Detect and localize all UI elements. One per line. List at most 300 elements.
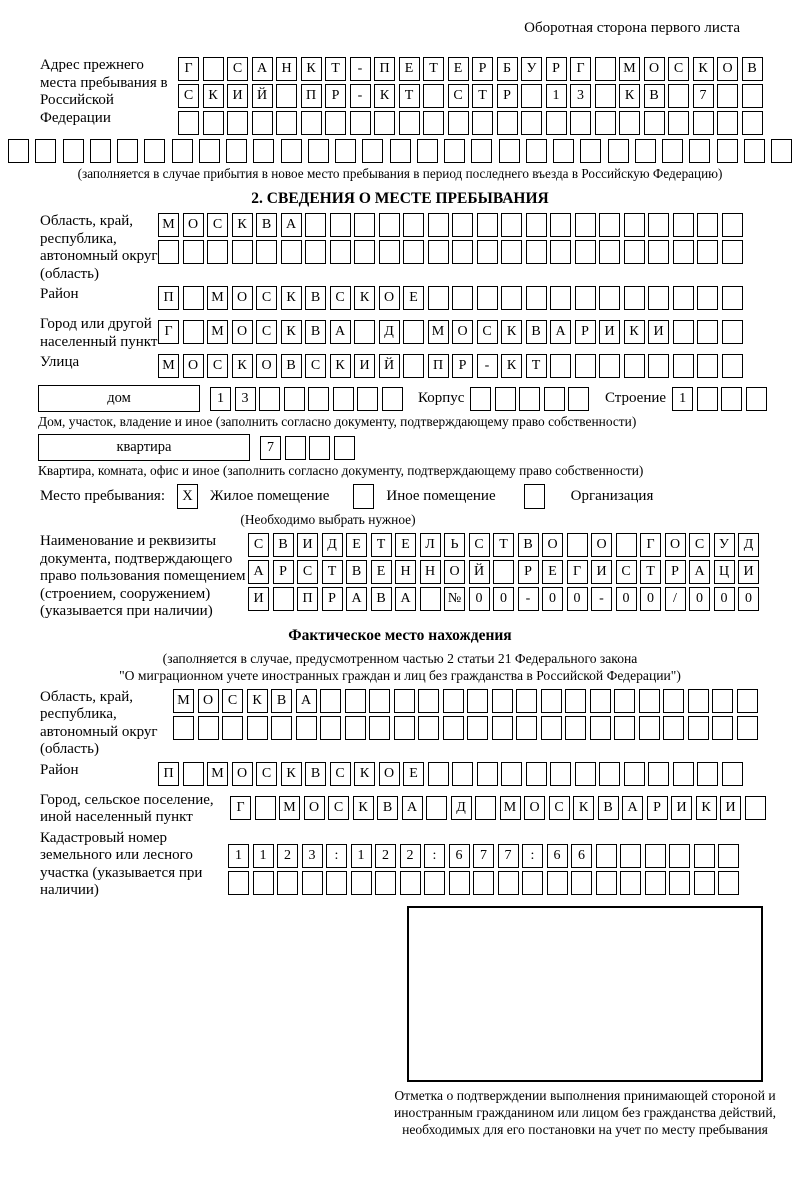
char-box: [423, 111, 444, 135]
char-box: [717, 84, 738, 108]
char-box: В: [518, 533, 539, 557]
char-box: С: [297, 560, 318, 584]
prev-address-rows: [178, 57, 766, 138]
char-box: [172, 139, 193, 163]
char-box: [426, 796, 447, 820]
char-box: К: [301, 57, 322, 81]
char-box: :: [326, 844, 347, 868]
char-box: О: [665, 533, 686, 557]
char-box: [599, 762, 620, 786]
char-box: [452, 240, 473, 264]
section2-street-label: Улица: [40, 354, 80, 370]
char-box: Е: [403, 286, 424, 310]
char-box: И: [671, 796, 692, 820]
char-box: [351, 871, 372, 895]
char-box: [737, 689, 758, 713]
char-box: [394, 716, 415, 740]
char-box: [247, 716, 268, 740]
char-box: С: [178, 84, 199, 108]
char-box: В: [305, 286, 326, 310]
char-box: В: [377, 796, 398, 820]
char-box: [721, 387, 742, 411]
char-box: [301, 111, 322, 135]
char-box: [599, 286, 620, 310]
char-box: А: [689, 560, 710, 584]
char-box: В: [281, 354, 302, 378]
cadastral-label: Кадастровый номер земельного или лесного участка (указывается при наличии): [40, 829, 203, 898]
char-box: [253, 871, 274, 895]
char-box: [722, 320, 743, 344]
char-box: [296, 716, 317, 740]
char-box: [492, 689, 513, 713]
char-box: [668, 111, 689, 135]
char-box: [599, 240, 620, 264]
char-box: [183, 320, 204, 344]
char-box: О: [183, 213, 204, 237]
char-box: [325, 111, 346, 135]
char-box: А: [252, 57, 273, 81]
char-box: Р: [518, 560, 539, 584]
char-box: В: [305, 320, 326, 344]
cadastral-row-1: [228, 844, 743, 868]
char-box: [403, 240, 424, 264]
char-box: Л: [420, 533, 441, 557]
char-box: [403, 354, 424, 378]
char-box: [452, 762, 473, 786]
char-box: Е: [448, 57, 469, 81]
char-box: [521, 111, 542, 135]
char-box: [199, 139, 220, 163]
char-box: [693, 111, 714, 135]
house-number-boxes: [210, 387, 406, 411]
char-box: М: [207, 286, 228, 310]
char-box: [614, 716, 635, 740]
char-box: [516, 689, 537, 713]
char-box: С: [256, 320, 277, 344]
char-box: [256, 240, 277, 264]
section3-district-label: Район: [40, 761, 79, 778]
char-box: [255, 796, 276, 820]
char-box: М: [279, 796, 300, 820]
char-box: [399, 111, 420, 135]
char-box: [697, 762, 718, 786]
char-box: [717, 111, 738, 135]
char-box: [495, 387, 516, 411]
char-box: [501, 213, 522, 237]
char-box: [565, 689, 586, 713]
korpus-boxes: [470, 387, 593, 411]
section2-region-block: [8, 213, 792, 283]
stay-option-other: Иное помещение: [386, 488, 496, 504]
char-box: К: [696, 796, 717, 820]
char-box: [717, 139, 738, 163]
char-box: М: [428, 320, 449, 344]
char-box: Т: [493, 533, 514, 557]
char-box: 0: [567, 587, 588, 611]
char-box: [499, 139, 520, 163]
char-box: [428, 213, 449, 237]
document-row-1: [248, 533, 763, 557]
section3-region-row-2: [173, 716, 761, 740]
char-box: [308, 139, 329, 163]
char-box: Б: [497, 57, 518, 81]
char-box: [624, 354, 645, 378]
char-box: [596, 871, 617, 895]
char-box: Й: [469, 560, 490, 584]
char-box: О: [183, 354, 204, 378]
char-box: [526, 240, 547, 264]
stroenie-label: Строение: [604, 390, 667, 406]
char-box: [737, 716, 758, 740]
char-box: Т: [472, 84, 493, 108]
char-box: 0: [469, 587, 490, 611]
char-box: [305, 213, 326, 237]
char-box: [644, 111, 665, 135]
char-box: О: [644, 57, 665, 81]
section3-city-block: [8, 792, 792, 827]
char-box: М: [207, 762, 228, 786]
char-box: П: [158, 762, 179, 786]
char-box: [590, 689, 611, 713]
char-box: [541, 716, 562, 740]
char-box: [467, 689, 488, 713]
section3-title: Фактическое место нахождения: [288, 626, 512, 644]
char-box: Р: [497, 84, 518, 108]
char-box: [648, 762, 669, 786]
char-box: [722, 762, 743, 786]
char-box: [302, 871, 323, 895]
char-box: О: [198, 689, 219, 713]
char-box: [521, 84, 542, 108]
char-box: И: [248, 587, 269, 611]
char-box: [590, 716, 611, 740]
char-box: [418, 689, 439, 713]
apartment-row: [38, 434, 792, 461]
char-box: [228, 871, 249, 895]
char-box: [394, 689, 415, 713]
char-box: Г: [158, 320, 179, 344]
char-box: Й: [252, 84, 273, 108]
char-box: [320, 716, 341, 740]
char-box: [550, 762, 571, 786]
char-box: В: [742, 57, 763, 81]
char-box: Ц: [714, 560, 735, 584]
section2-city-row: [158, 320, 746, 344]
house-row: [38, 385, 792, 412]
char-box: В: [273, 533, 294, 557]
stay-option-organization: Организация: [570, 488, 654, 504]
char-box: [203, 111, 224, 135]
char-box: [477, 213, 498, 237]
char-box: [580, 139, 601, 163]
char-box: [526, 139, 547, 163]
section2-district-block: [8, 286, 792, 313]
char-box: Т: [371, 533, 392, 557]
char-box: К: [501, 354, 522, 378]
char-box: 2: [400, 844, 421, 868]
char-box: Т: [423, 57, 444, 81]
document-rows: [248, 533, 763, 614]
char-box: К: [354, 286, 375, 310]
char-box: [624, 286, 645, 310]
section2-region-row-2: [158, 240, 746, 264]
char-box: М: [158, 213, 179, 237]
char-box: О: [717, 57, 738, 81]
char-box: А: [346, 587, 367, 611]
char-box: [546, 111, 567, 135]
char-box: [232, 240, 253, 264]
stay-label: Место пребывания:: [40, 488, 165, 504]
char-box: [276, 84, 297, 108]
char-box: [308, 387, 329, 411]
char-box: [369, 689, 390, 713]
char-box: [645, 844, 666, 868]
char-box: П: [374, 57, 395, 81]
stay-option-residential: Жилое помещение: [210, 488, 330, 504]
char-box: 7: [260, 436, 281, 460]
char-box: [375, 871, 396, 895]
char-box: [639, 716, 660, 740]
char-box: Й: [379, 354, 400, 378]
char-box: [400, 871, 421, 895]
char-box: 2: [277, 844, 298, 868]
char-box: Т: [399, 84, 420, 108]
char-box: [712, 689, 733, 713]
char-box: [624, 240, 645, 264]
char-box: [320, 689, 341, 713]
char-box: [252, 111, 273, 135]
char-box: [722, 240, 743, 264]
stamp-area: [394, 906, 776, 1138]
house-caption: Дом, участок, владение и иное (заполнить согласно документу, подтверждающему право собственности): [38, 414, 637, 429]
char-box: К: [693, 57, 714, 81]
char-box: Р: [575, 320, 596, 344]
char-box: С: [305, 354, 326, 378]
char-box: Р: [452, 354, 473, 378]
char-box: [284, 387, 305, 411]
char-box: [663, 689, 684, 713]
char-box: [443, 716, 464, 740]
char-box: [526, 213, 547, 237]
char-box: [354, 240, 375, 264]
prev-address-label: Адрес прежнего места пребывания в Российской Федерации: [40, 57, 168, 126]
char-box: В: [371, 587, 392, 611]
char-box: [648, 286, 669, 310]
char-box: [183, 286, 204, 310]
char-box: [697, 320, 718, 344]
char-box: [673, 213, 694, 237]
char-box: №: [444, 587, 465, 611]
char-box: [369, 716, 390, 740]
char-box: К: [353, 796, 374, 820]
char-box: [689, 139, 710, 163]
char-box: [648, 213, 669, 237]
char-box: 1: [253, 844, 274, 868]
char-box: [448, 111, 469, 135]
char-box: [203, 57, 224, 81]
char-box: С: [256, 762, 277, 786]
char-box: [362, 139, 383, 163]
char-box: [428, 240, 449, 264]
char-box: Н: [276, 57, 297, 81]
char-box: У: [521, 57, 542, 81]
char-box: [501, 240, 522, 264]
char-box: [428, 286, 449, 310]
char-box: 0: [738, 587, 759, 611]
char-box: 6: [449, 844, 470, 868]
char-box: К: [573, 796, 594, 820]
char-box: М: [158, 354, 179, 378]
apartment-boxes: [260, 436, 358, 460]
char-box: С: [227, 57, 248, 81]
char-box: [334, 436, 355, 460]
stay-checkbox-residential: X: [177, 484, 198, 509]
char-box: П: [301, 84, 322, 108]
char-box: [662, 139, 683, 163]
char-box: [595, 111, 616, 135]
char-box: 6: [547, 844, 568, 868]
char-box: [330, 240, 351, 264]
char-box: Р: [322, 587, 343, 611]
char-box: [259, 387, 280, 411]
char-box: С: [328, 796, 349, 820]
char-box: [639, 689, 660, 713]
apartment-caption: Квартира, комната, офис и иное (заполнить согласно документу, подтверждающему право собственности): [38, 463, 644, 478]
char-box: Е: [371, 560, 392, 584]
char-box: К: [281, 320, 302, 344]
char-box: [382, 387, 403, 411]
char-box: Г: [567, 560, 588, 584]
char-box: [90, 139, 111, 163]
char-box: [309, 436, 330, 460]
char-box: С: [207, 354, 228, 378]
char-box: М: [207, 320, 228, 344]
char-box: [688, 689, 709, 713]
char-box: [117, 139, 138, 163]
char-box: Р: [665, 560, 686, 584]
char-box: [452, 286, 473, 310]
char-box: Н: [395, 560, 416, 584]
char-box: О: [232, 762, 253, 786]
char-box: [345, 716, 366, 740]
char-box: [645, 871, 666, 895]
section3-caption-2: "О миграционном учете иностранных граждан и лиц без гражданства в Российской Федерации"): [119, 667, 681, 683]
char-box: О: [452, 320, 473, 344]
char-box: Ь: [444, 533, 465, 557]
char-box: 7: [473, 844, 494, 868]
char-box: Д: [322, 533, 343, 557]
section3-district-row: [158, 762, 746, 786]
char-box: [390, 139, 411, 163]
char-box: [379, 240, 400, 264]
char-box: С: [477, 320, 498, 344]
char-box: [285, 436, 306, 460]
section3-region-row-1: [173, 689, 761, 713]
char-box: [335, 139, 356, 163]
cadastral-rows: [228, 844, 743, 898]
char-box: -: [477, 354, 498, 378]
char-box: [722, 213, 743, 237]
char-box: [688, 716, 709, 740]
char-box: [620, 871, 641, 895]
char-box: [570, 111, 591, 135]
prev-address-row-3: [178, 111, 766, 135]
char-box: [428, 762, 449, 786]
char-box: А: [622, 796, 643, 820]
char-box: О: [232, 286, 253, 310]
char-box: [63, 139, 84, 163]
section2-region-row-1: [158, 213, 746, 237]
char-box: [477, 762, 498, 786]
char-box: А: [550, 320, 571, 344]
char-box: [8, 139, 29, 163]
char-box: Р: [472, 57, 493, 81]
char-box: К: [281, 286, 302, 310]
char-box: [403, 213, 424, 237]
char-box: К: [501, 320, 522, 344]
char-box: -: [350, 84, 371, 108]
char-box: [424, 871, 445, 895]
char-box: [227, 111, 248, 135]
char-box: М: [500, 796, 521, 820]
char-box: 7: [693, 84, 714, 108]
char-box: Д: [451, 796, 472, 820]
char-box: 1: [672, 387, 693, 411]
char-box: И: [227, 84, 248, 108]
char-box: [418, 716, 439, 740]
char-box: [718, 844, 739, 868]
char-box: [620, 844, 641, 868]
section2-district-row: [158, 286, 746, 310]
char-box: [575, 762, 596, 786]
char-box: 1: [210, 387, 231, 411]
char-box: [226, 139, 247, 163]
section2-region-label: Область, край, республика, автономный округ (область): [40, 213, 158, 282]
char-box: [354, 213, 375, 237]
char-box: [144, 139, 165, 163]
char-box: [595, 57, 616, 81]
document-block: [8, 533, 792, 621]
prev-address-row-4: [8, 139, 792, 163]
char-box: С: [549, 796, 570, 820]
char-box: [599, 354, 620, 378]
char-box: И: [599, 320, 620, 344]
char-box: [467, 716, 488, 740]
char-box: 0: [689, 587, 710, 611]
char-box: С: [207, 213, 228, 237]
section2-street-row: [158, 354, 746, 378]
char-box: [526, 286, 547, 310]
char-box: Д: [738, 533, 759, 557]
char-box: А: [330, 320, 351, 344]
apartment-bar: квартира: [38, 434, 250, 461]
char-box: [697, 354, 718, 378]
char-box: [550, 286, 571, 310]
char-box: О: [232, 320, 253, 344]
char-box: /: [665, 587, 686, 611]
document-row-2: [248, 560, 763, 584]
char-box: В: [305, 762, 326, 786]
char-box: [669, 844, 690, 868]
char-box: 2: [375, 844, 396, 868]
section3-caption-1: (заполняется в случае, предусмотренном частью 2 статьи 21 Федерального закона: [162, 650, 638, 666]
prev-address-row-2: [178, 84, 766, 108]
cadastral-row-2: [228, 871, 743, 895]
char-box: И: [720, 796, 741, 820]
char-box: К: [354, 762, 375, 786]
char-box: 6: [571, 844, 592, 868]
char-box: [697, 213, 718, 237]
